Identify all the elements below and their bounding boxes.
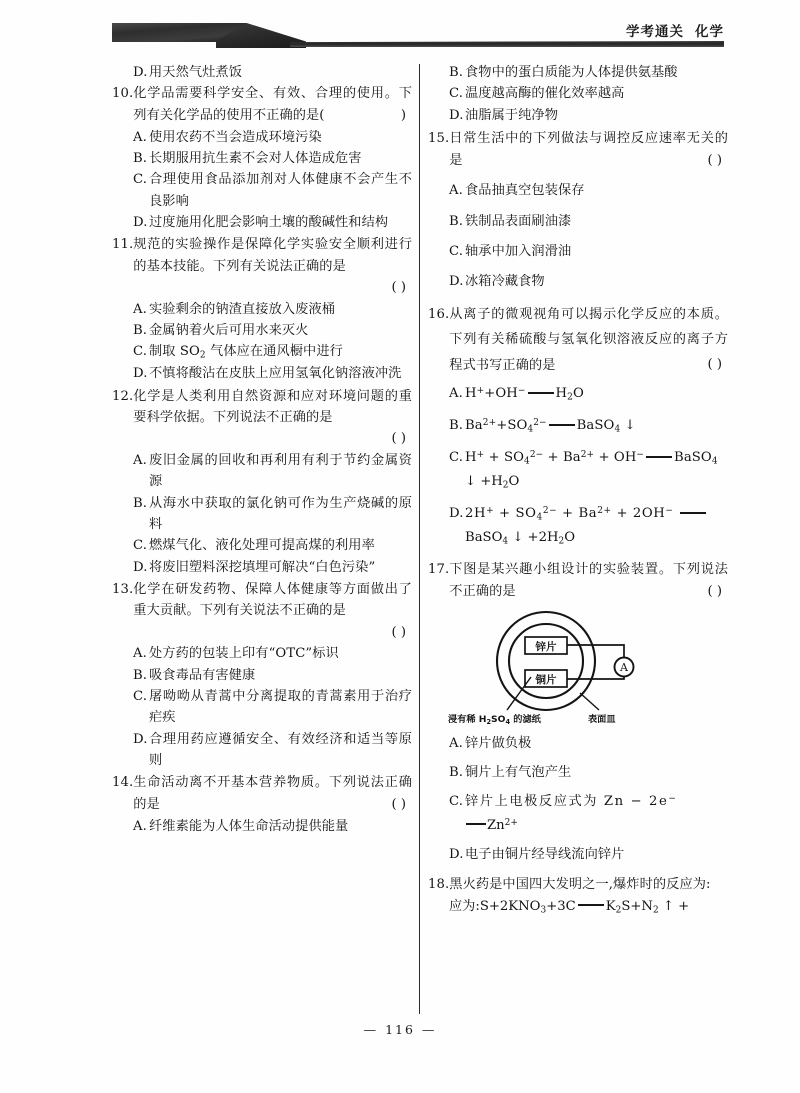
page-body [0,62,800,1022]
question-text: 规范的实验操作是保障化学实验安全顺利进行的基本技能。下列有关说法正确的是 [133,237,412,274]
question-text: 生命活动离不开基本营养物质。下列说法正确的是 [133,775,412,812]
option-letter: C. [449,244,464,259]
watch-glass-caption: 表面皿 [588,713,616,725]
option-row [112,212,412,233]
option-text: 长期服用抗生素不会对人体造成危害 [149,150,362,166]
option-text: 食物中的蛋白质能为人体提供氨基酸 [465,65,678,80]
option-text: 用天然气灶煮饭 [149,65,243,80]
answer-blank[interactable]: ( ) [707,584,722,600]
option-row [428,62,728,83]
option-row [428,844,728,865]
option-text: 将废旧塑料深挖填埋可解决“白色污染” [149,559,376,575]
question-stem [428,128,728,171]
answer-blank[interactable]: ( ) [707,356,722,372]
header-subject: 化学 [695,24,724,40]
question-number: 16. [428,306,450,322]
question-stem [428,559,728,602]
option-letter: A. [133,301,147,317]
option-row [112,535,412,556]
wire-copper-to-ammeter [567,673,624,679]
option-letter: B. [449,764,464,780]
option-row [428,791,728,812]
option-letter: B. [449,213,464,229]
banner-rule-segment [290,41,724,47]
question-number: 10. [112,86,134,102]
option-letter: A. [449,735,463,751]
option-letter: D. [449,506,464,522]
answer-blank[interactable]: ) [400,108,406,124]
option-text: 使用农药不当会造成环境污染 [149,129,322,145]
option-text: 铁制品表面刷油漆 [465,213,572,229]
option-row [112,643,412,664]
question-14 [112,772,412,837]
question-18 [428,874,728,917]
page-footer [0,1022,800,1037]
question-15 [428,128,728,293]
page-header [0,18,800,60]
question-11 [112,234,412,384]
option-letter: C. [449,794,464,810]
option-letter: A. [449,183,463,199]
option-letter: D. [449,847,464,863]
option-row [112,686,412,729]
option-row [112,665,412,686]
question-text: 下图是某兴趣小组设计的实验装置。下列说法不正确的是 [449,562,728,599]
equation-row [428,503,728,525]
question-10 [112,83,412,233]
option-text: 食品抽真空包装保存 [465,183,585,199]
option-row [112,557,412,578]
option-text: 实验剩余的钠渣直接放入废液桶 [149,301,336,317]
question-17 [428,559,728,865]
option-row [428,762,728,783]
answer-blank[interactable]: ( ) [391,797,406,813]
option-row [112,169,412,212]
ionic-equation-a: H++OH− $H_2O$ [465,386,584,403]
option-letter: A. [133,129,147,145]
question-stem [112,772,412,815]
electrode-equation-line2: $Zn^{2+}$ [428,815,728,836]
option-text: 电子由铜片经导线流向锌片 [465,847,625,863]
option-row [428,241,728,262]
option-letter: B. [449,65,464,80]
option-letter: B. [449,418,464,434]
option-row [428,733,728,754]
question-stem [112,234,412,277]
option-text: 从海水中获取的氯化钠可作为生产烧碱的原料 [149,495,412,532]
option-letter: C. [449,86,464,102]
option-letter: D. [133,366,148,382]
answer-blank[interactable]: ( ) [707,152,722,168]
option-row [112,341,412,363]
option-text: 不慎将酸沾在皮肤上应用氢氧化钠溶液冲洗 [149,366,402,382]
column-divider [419,64,420,1014]
header-title [626,20,724,40]
option-letter: A. [133,452,147,468]
option-letter: C. [449,450,464,466]
question-13 [112,579,412,771]
option-letter: D. [133,65,148,80]
question-stem [112,579,412,622]
answer-blank[interactable]: ( ) [391,431,406,447]
option-row [112,62,412,83]
option-text-formula: 制取 $SO_2$ 气体应在通风橱中进行 [149,344,343,361]
question-number: 15. [428,131,450,147]
question-number: 12. [112,388,134,404]
question-text: 化学是人类利用自然资源和应对环境问题的重要科学依据。下列说法不正确的是 [133,388,412,426]
option-letter: B. [133,150,148,166]
option-text: 铜片上有气泡产生 [465,764,572,780]
answer-blank[interactable]: ( ) [391,624,406,640]
option-letter: A. [133,818,147,834]
option-row [428,211,728,232]
option-row [112,148,412,169]
option-row [428,271,728,292]
option-row [428,180,728,201]
option-text-formula: 锌片上电极反应式为 Zn − 2e− [465,794,678,810]
option-letter: D. [133,215,148,230]
question-text: 化学在研发药物、保障人体健康等方面做出了重大贡献。下列有关说法不正确的是 [133,582,412,619]
gunpowder-equation: 应为$:S+2KNO_3+3C$ $K_2S+N_2$ ↑ + [449,898,690,916]
option-letter: C. [133,172,148,188]
filter-paper-caption: 浸有稀 $H_2SO_4$ 的滤纸 [448,713,541,726]
question-number: 14. [112,775,134,791]
equation-row [428,383,728,405]
equation-row [428,415,728,437]
option-text: 纤维素能为人体生命活动提供能量 [149,818,349,834]
answer-blank[interactable]: ( ) [391,280,406,296]
question-number: 17. [428,562,450,578]
option-row [112,450,412,493]
option-letter: B. [133,322,148,338]
option-text: 屠呦呦从青蒿中分离提取的青蒿素用于治疗疟疾 [149,688,412,726]
option-row [112,816,412,837]
option-text: 过度施用化肥会影响土壤的酸碱性和结构 [149,215,389,230]
header-brand: 学考通关 [626,24,684,40]
ionic-equation-c-line2: ↓ $+H_2O$ [465,474,520,491]
option-text: 金属钠着火后可用水来灭火 [149,322,309,338]
question-stem [428,302,728,379]
ionic-equation-d: $2H^+ + SO_4^{2-} + Ba^{2+} + 2OH^-$ [465,503,728,525]
option-text: 吸食毒品有害健康 [149,667,256,683]
option-text: 废旧金属的回收和再利用有利于节约金属资源 [149,452,412,490]
question-number: 13. [112,582,134,598]
option-row [112,493,412,536]
option-letter: D. [133,731,148,747]
question-stem [112,83,412,126]
page-number: 116 [385,1022,415,1037]
option-text: 合理用药应遵循安全、有效经济和适当等原则 [149,731,412,769]
question-text: 从离子的微观视角可以揭示化学反应的本质。下列有关稀硫酸与氢氧化钡溶液反应的离子方程式书写正确的是 [449,306,728,374]
option-letter: D. [449,274,464,290]
option-letter: B. [133,495,148,511]
option-letter: D. [133,559,148,575]
question-number: 11. [112,237,134,253]
option-text: 锌片做负极 [465,735,532,751]
option-text: 处方药的包装上印有“OTC”标识 [149,646,339,662]
option-row [112,320,412,341]
footer-dash-left: — [363,1022,379,1037]
galvanic-cell-figure [428,609,728,729]
option-text: 合理使用食品添加剂对人体健康不会产生不良影响 [149,172,412,209]
option-row [112,363,412,384]
option-text: 油脂属于纯净物 [465,107,559,123]
option-letter: D. [449,107,464,123]
question-12 [112,386,412,578]
option-letter: C. [133,344,148,360]
option-row [428,83,728,104]
option-row [112,299,412,320]
option-text: 燃煤气化、液化处理可提高煤的利用率 [149,538,375,554]
equation-row [428,447,728,469]
question-stem [112,386,412,429]
option-letter: C. [133,538,148,554]
option-text: 冰箱冷藏食物 [465,274,545,290]
watch-glass-outer-circle [497,612,595,710]
option-text: 轴承中加入润滑油 [465,244,572,259]
ionic-equation-d-line2: BaSO$_4$ ↓ $+2H_2O$ [465,530,576,547]
option-letter: B. [133,667,148,683]
question-text: 化学品需要科学安全、有效、合理的使用。下列有关化学品的使用不正确的是( [133,86,412,123]
right-column [428,62,728,1018]
footer-dash-right: — [421,1022,437,1037]
option-letter: C. [133,688,148,704]
option-letter: A. [449,386,463,402]
option-text: 温度越高酶的催化效率越高 [465,86,625,102]
option-row [112,127,412,148]
option-row [428,105,728,126]
question-stem [428,874,728,895]
option-row [112,729,412,772]
copper-plate-label: 铜片 [535,673,557,686]
option-letter: A. [133,646,147,662]
question-number: 18. [428,877,450,893]
question-text: 黑火药是中国四大发明之一,爆炸时的反应为: [449,877,711,893]
question-text: 日常生活中的下列做法与调控反应速率无关的是 [449,131,728,168]
left-column [112,62,412,1018]
leader-line-watch-glass [580,693,599,710]
zinc-plate-label: 锌片 [535,640,557,653]
ionic-equation-b: $Ba^{2+}+SO_4^{2-}$ BaSO$_4$ ↓ [465,418,636,435]
ammeter-label: A [620,660,628,674]
question-16 [428,302,728,550]
apparatus-diagram [428,609,728,729]
ionic-equation-c: $H^+ + SO_4^{2-} + Ba^{2+} + OH^-$ BaSO$_4$ [465,450,718,467]
